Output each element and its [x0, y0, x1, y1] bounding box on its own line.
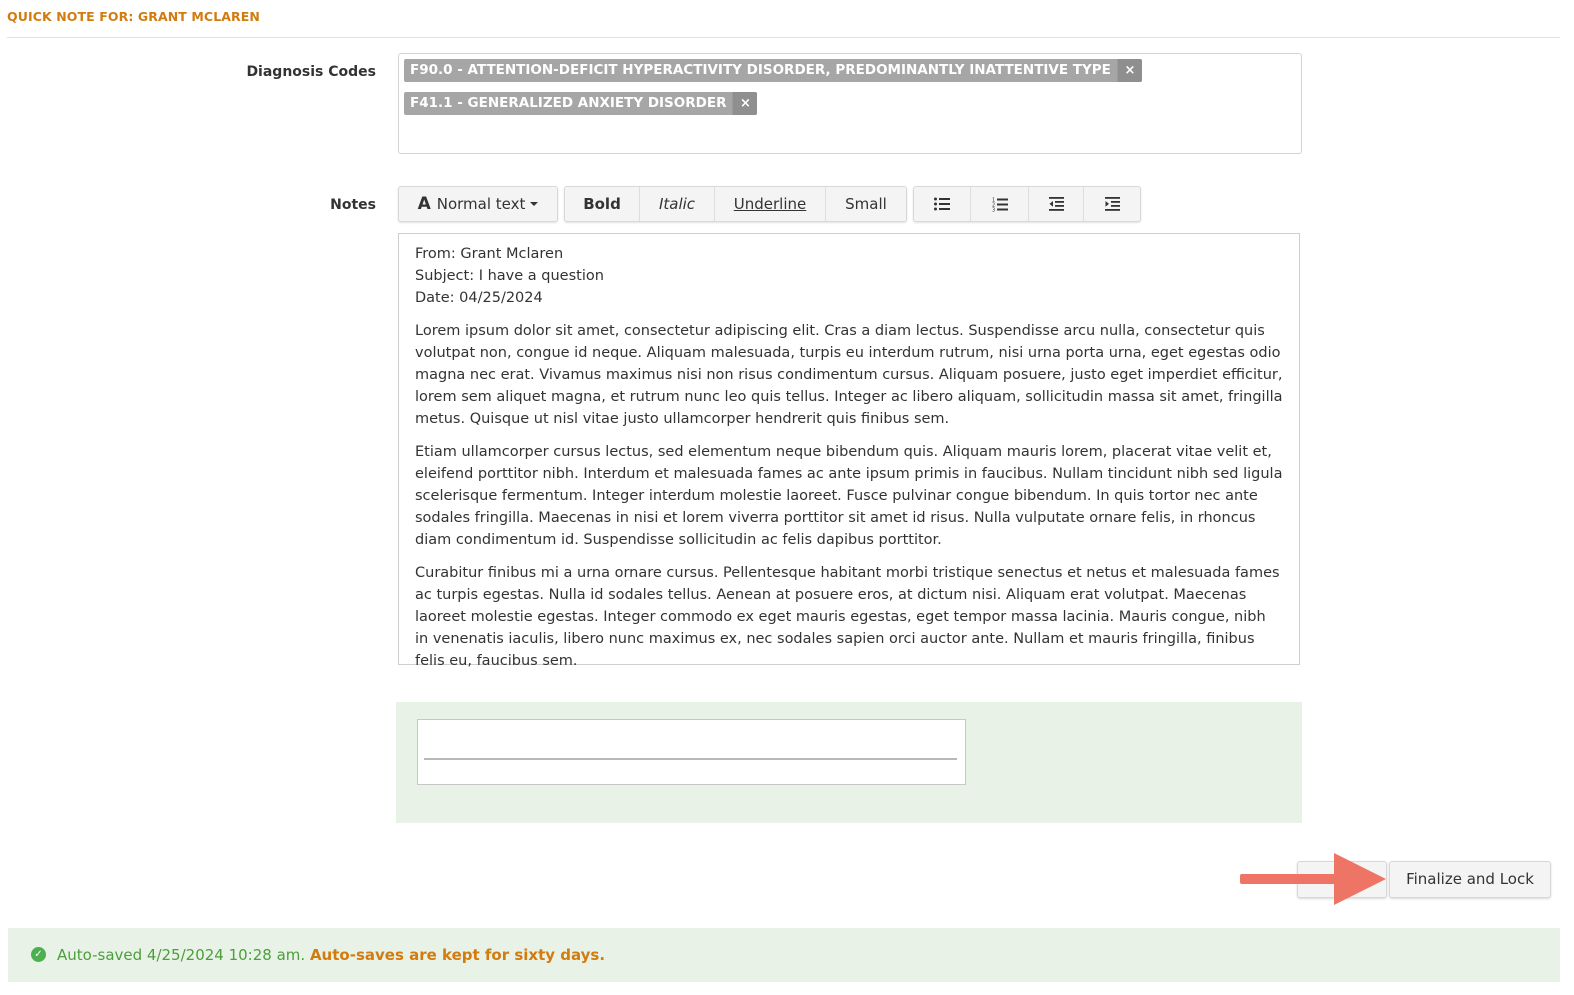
diagnosis-code-tag	[404, 59, 1142, 82]
autosave-status-bar	[8, 928, 1560, 982]
page-title: QUICK NOTE FOR: GRANT MCLAREN	[7, 9, 260, 24]
diagnosis-code-text: F41.1 - GENERALIZED ANXIETY DISORDER	[410, 95, 727, 111]
italic-button[interactable]: Italic	[640, 187, 715, 221]
outdent-button[interactable]	[1029, 187, 1084, 221]
editor-toolbar	[398, 186, 1147, 222]
check-circle-icon: ✓	[31, 947, 46, 962]
bullet-list-button[interactable]	[914, 187, 971, 221]
diagnosis-codes-label: Diagnosis Codes	[246, 64, 376, 80]
finalize-and-lock-button[interactable]: Finalize and Lock	[1389, 861, 1551, 898]
autosave-timestamp: Auto-saved 4/25/2024 10:28 am.	[57, 946, 306, 964]
signature-line	[424, 758, 957, 760]
remove-code-icon[interactable]: ×	[732, 92, 757, 115]
caret-down-icon	[530, 202, 538, 206]
note-paragraph: Curabitur finibus mi a urna ornare cursus. Pellentesque habitant morbi tristique senectus et netus et malesuada fames ac turpis egestas. Nulla id sodales tellus. Aenean at posuere eros, at dictum nisi. Aliquam erat volutpat. Maecenas laoreet molestie egestas. Integer commodo ex eget mauris egestas, eget tempor massa lacinia. Mauris congue, nibh in venenatis iaculis, libero nunc maximus ex, nec sodales sapien orci auctor ante. Nullam et mauris fringilla, finibus felis eu, faucibus sem.	[415, 565, 1280, 669]
indent-icon	[1105, 197, 1120, 211]
svg-text:3: 3	[991, 207, 995, 212]
format-group	[564, 186, 907, 222]
notes-label: Notes	[330, 197, 376, 213]
autosave-status-text	[57, 928, 605, 982]
pointer-arrow-icon	[1240, 852, 1390, 906]
diagnosis-code-tag	[404, 92, 757, 115]
small-button[interactable]: Small	[845, 195, 887, 213]
notes-editor[interactable]	[398, 233, 1300, 669]
list-group	[913, 186, 1141, 222]
signature-pad[interactable]	[417, 719, 966, 785]
message-subject: Subject: I have a question	[415, 268, 604, 284]
signature-panel	[396, 702, 1302, 823]
svg-text:2: 2	[991, 202, 995, 208]
note-paragraph: Etiam ullamcorper cursus lectus, sed elementum neque bibendum quis. Aliquam mauris lorem, placerat vitae velit et, eleifend porttitor nibh. Interdum et malesuada fames ac ante ipsum primis in faucibus. Nullam tincidunt nibh sed ligula scelerisque fermentum. Integer interdum molestie laoreet. Fusce pulvinar congue bibendum. In quis tortor nec ante sodales fringilla. Maecenas in nisi et lorem viverra porttitor sit amet id risus. Nulla vulputate ornare felis, in rhoncus diam condimentum id. Suspendisse sollicitudin ac felis dapibus porttitor.	[415, 444, 1283, 548]
message-date: Date: 04/25/2024	[415, 290, 543, 306]
autosave-retention-note: Auto-saves are kept for sixty days.	[309, 946, 606, 964]
text-style-group	[398, 186, 558, 222]
title-divider	[7, 37, 1560, 38]
numbered-list-icon	[992, 197, 1008, 212]
diagnosis-codes-field[interactable]	[398, 53, 1302, 154]
message-header	[415, 243, 1283, 309]
numbered-list-button[interactable]	[971, 187, 1029, 221]
note-paragraph: Lorem ipsum dolor sit amet, consectetur adipiscing elit. Cras a diam lectus. Suspendisse arcu nulla, consectetur quis volutpat non, congue id neque. Aliquam malesuada, turpis eu interdum rutrum, nisi urna porta urna, eget egestas odio magna nec erat. Vivamus maximus nisi non risus condimentum cursus. Aliquam posuere, justo eget imperdiet efficitur, lorem sem aliquet magna, et rutrum nunc leo quis tellus. Integer ac libero aliquam, sollicitudin massa sit amet, fringilla metus. Quisque ut nisl vitae justo ullamcorper hendrerit quis finibus sem.	[415, 323, 1283, 427]
underline-button[interactable]: Underline	[715, 187, 826, 221]
message-from: From: Grant Mclaren	[415, 246, 564, 262]
svg-text:1: 1	[991, 197, 995, 203]
text-style-dropdown[interactable]	[399, 187, 557, 221]
bold-button[interactable]: Bold	[565, 187, 640, 221]
remove-code-icon[interactable]: ×	[1117, 59, 1142, 82]
diagnosis-code-text: F90.0 - ATTENTION-DEFICIT HYPERACTIVITY DISORDER, PREDOMINANTLY INATTENTIVE TYPE	[410, 62, 1111, 78]
outdent-icon	[1049, 197, 1064, 211]
font-icon: A	[417, 194, 431, 214]
indent-button[interactable]	[1084, 187, 1140, 221]
text-style-label: Normal text	[436, 195, 526, 213]
bullet-list-icon	[934, 197, 950, 211]
